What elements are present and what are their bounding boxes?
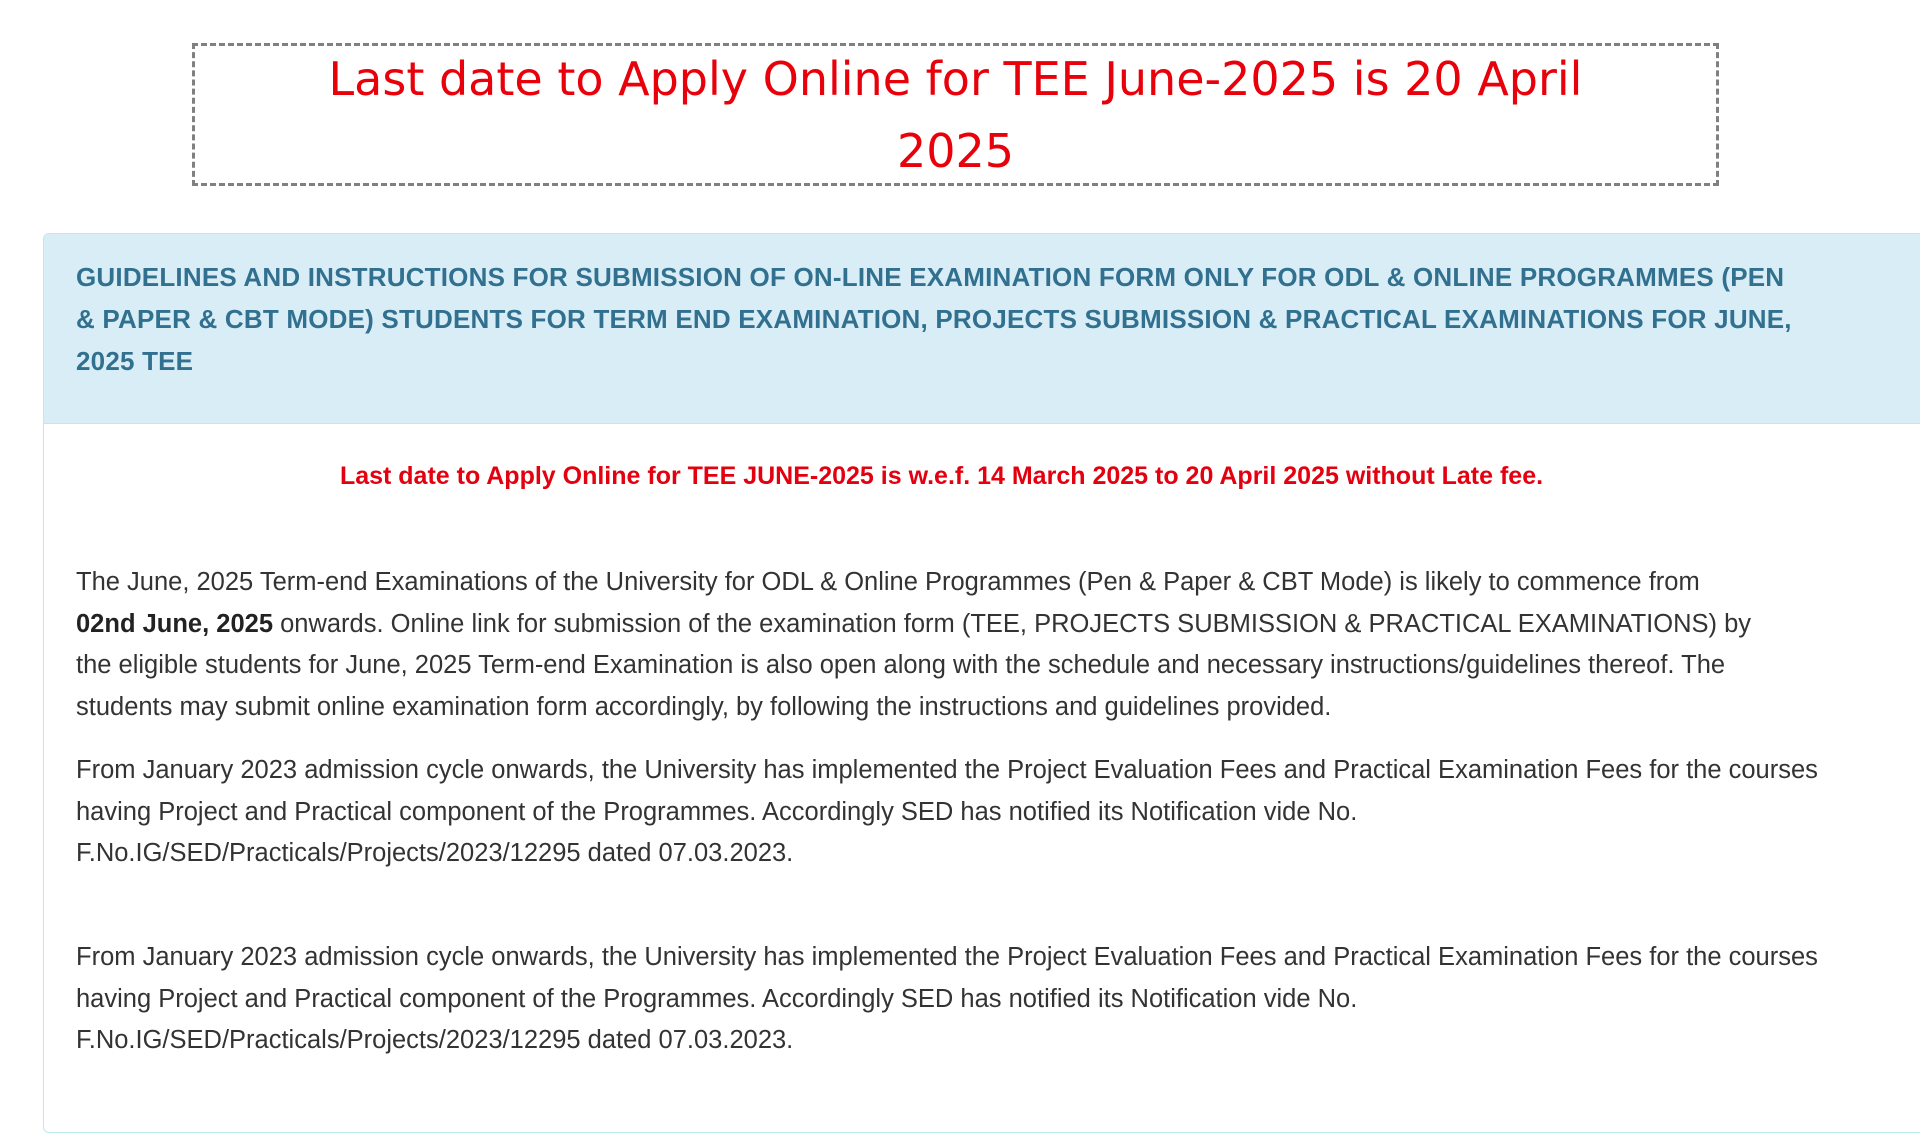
- paragraph-line: students may submit online examination form accordingly, by following the instructions and guidelines provided.: [76, 692, 1332, 721]
- paragraph-project-fees-repeat: [76, 937, 1920, 1062]
- panel-title-line: 2025 TEE: [76, 346, 194, 376]
- paragraph-line-rest: onwards. Online link for submission of the examination form (TEE, PROJECTS SUBMISSION & PRACTICAL EXAMINATIONS) by: [273, 609, 1752, 638]
- paragraph-exam-schedule: [76, 562, 1920, 728]
- paragraph-line: The June, 2025 Term-end Examinations of the University for ODL & Online Programmes (Pen & Paper & CBT Mode) is likely to commence from: [76, 568, 1700, 596]
- paragraph-line: having Project and Practical component of the Programmes. Accordingly SED has notified its Notification vide No.: [76, 984, 1358, 1013]
- panel-heading: [44, 234, 1920, 424]
- panel-title: [76, 256, 1920, 382]
- paragraph-line: From January 2023 admission cycle onwards, the University has implemented the Project Evaluation Fees and Practical Examination Fees for the courses: [76, 756, 1818, 784]
- exam-start-date: 02nd June, 2025: [76, 609, 274, 638]
- paragraph-line: From January 2023 admission cycle onwards, the University has implemented the Project Evaluation Fees and Practical Examination Fees for the courses: [76, 943, 1818, 971]
- paragraph-line: having Project and Practical component of the Programmes. Accordingly SED has notified its Notification vide No.: [76, 797, 1358, 826]
- panel-title-line: GUIDELINES AND INSTRUCTIONS FOR SUBMISSION OF ON-LINE EXAMINATION FORM ONLY FOR ODL & ONLINE PROGRAMMES (PEN: [76, 262, 1785, 292]
- late-fee-deadline-notice: Last date to Apply Online for TEE JUNE-2025 is w.e.f. 14 March 2025 to 20 April 2025 without Late fee.: [339, 462, 1544, 490]
- paragraph-project-fees: [76, 750, 1920, 875]
- panel-title-line: & PAPER & CBT MODE) STUDENTS FOR TERM END EXAMINATION, PROJECTS SUBMISSION & PRACTICAL EXAMINATIONS FOR JUNE,: [76, 304, 1792, 334]
- last-date-notice-box: [192, 43, 1719, 186]
- paragraph-line: F.No.IG/SED/Practicals/Projects/2023/12295 dated 07.03.2023.: [76, 839, 794, 868]
- paragraph-line: the eligible students for June, 2025 Term-end Examination is also open along with the schedule and necessary instructions/guidelines thereof. The: [76, 651, 1726, 680]
- guidelines-panel: [43, 233, 1920, 1133]
- paragraph-line: [76, 604, 1920, 646]
- last-date-notice-text: Last date to Apply Online for TEE June-2025 is 20 April 2025: [328, 51, 1583, 178]
- paragraph-line: F.No.IG/SED/Practicals/Projects/2023/12295 dated 07.03.2023.: [76, 1026, 794, 1055]
